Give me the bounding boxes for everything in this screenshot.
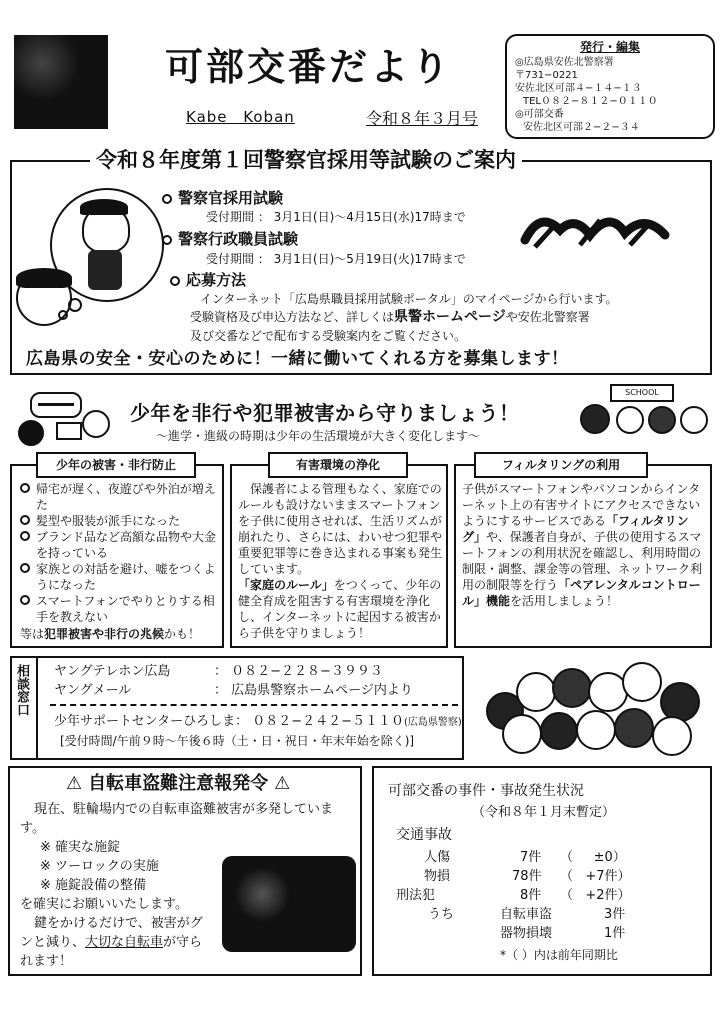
stats-row-label: 刑法犯 xyxy=(396,888,436,903)
col-youth-prevention-heading: 少年の被害・非行防止 xyxy=(36,452,196,478)
exam2-title: 警察行政職員試験 xyxy=(162,229,298,249)
stats-sub-label: うち xyxy=(428,907,455,922)
list-item: 家族との対話を避け、嘘をつくようになった xyxy=(20,561,218,593)
stats-row-value: 7件 xyxy=(520,850,542,865)
logo-image xyxy=(14,35,108,129)
stats-footnote: *（ ）内は前年同期比 xyxy=(500,948,618,962)
recruit-banner: 広島県の安全・安心のために！一緒に働いてくれる方を募集します！ xyxy=(26,349,569,369)
koban-address: 安佐北区可部２−２−３４ xyxy=(523,121,640,133)
stats-row-diff: （ +7件） xyxy=(560,869,631,884)
list-item: 髪型や服装が派手になった xyxy=(20,513,218,529)
youth-subtitle: 〜進学・進級の時期は少年の生活環境が大きく変化します〜 xyxy=(156,429,481,443)
bicycle-title: ⚠ 自転車盗難注意報発令 ⚠ xyxy=(66,773,291,794)
apply-title: 応募方法 xyxy=(170,270,246,290)
consult-r1-name: ヤングテレホン広島 xyxy=(54,664,171,679)
koban-name: ◎可部交番 xyxy=(515,108,564,120)
publisher-address: 安佐北区可部４−１４−１３ xyxy=(515,82,642,94)
stats-row-value: 78件 xyxy=(512,869,542,884)
recruit-title: 令和８年度第１回警察官採用等試験のご案内 xyxy=(90,146,522,174)
stats-row-label: 人傷 xyxy=(424,850,451,865)
exam1-period: 受付期間 ： 3月1日(日)〜4月15日(水)17時まで xyxy=(206,210,466,224)
warning-icon: ⚠ xyxy=(66,773,83,794)
publisher-org: ◎広島県安佐北警察署 xyxy=(515,56,614,68)
warning-icon: ⚠ xyxy=(274,773,291,794)
bubble-dot-1 xyxy=(68,298,82,312)
col-youth-prevention-list xyxy=(20,481,218,642)
person-icon xyxy=(516,672,556,712)
consult-r3: 少年サポートセンターひろしま： ０８２−２４２−５１１０(広島県警察) xyxy=(54,714,462,729)
bicycle-item-1: ※ 確実な施錠 xyxy=(40,840,121,855)
col-filtering-body: 子供がスマートフォンやパソコンからインターネット上の有害サイトにアクセスできないようにするサービスである「フィルタリング」や、保護者自身が、子供の使用するスマートフォンの利用状況を確認し、利用時間の制限・調整、課金等の管理、ネットワーク利用の制限等を行う「ペアレンタルコントロール」機能を活用しましょう！ xyxy=(462,482,703,608)
recruit-mascot-logo xyxy=(520,205,670,255)
col-harmful-env-heading: 有害環境の浄化 xyxy=(268,452,408,478)
stats-row-label: 物損 xyxy=(424,869,451,884)
publisher-box xyxy=(505,34,715,139)
person-icon xyxy=(540,712,578,750)
stats-sub-row-value: 3件 xyxy=(604,907,626,922)
bicycle-item-2: ※ ツーロックの実施 xyxy=(40,859,159,874)
exam2-period: 受付期間 ： 3月1日(日)〜5月19日(火)17時まで xyxy=(206,252,466,266)
bicycle-intro: 現在、駐輪場内での自転車盗難被害が多発しています。 xyxy=(20,802,334,836)
bicycle-closing: 鍵をかけるだけで、被害がグンと減り、大切な自転車が守られます！ xyxy=(20,916,203,969)
crowd-illustration xyxy=(482,658,714,762)
person-icon xyxy=(502,714,542,754)
publisher-tel: TEL０８２−８１２−０１１０ xyxy=(523,95,658,107)
stats-row-diff: （ +2件） xyxy=(560,888,631,903)
issue-label: 令和８年３月号 xyxy=(366,109,479,128)
list-item: 帰宅が遅く、夜遊びや外泊が増えた xyxy=(20,481,218,513)
list-item: ブランド品など高額な品物や大金を持っている xyxy=(20,529,218,561)
person-icon xyxy=(622,662,662,702)
bicycle-item-3: ※ 施錠設備の整備 xyxy=(40,878,147,893)
col-filtering-heading: フィルタリングの利用 xyxy=(474,452,648,478)
consult-divider xyxy=(50,704,458,706)
consult-r1-value: ： ０８２−２２８−３９９３ xyxy=(214,664,383,679)
stats-sub-row-value: 1件 xyxy=(604,926,626,941)
consult-r4: [受付時間/午前９時〜午後６時（土・日・祝日・年末年始を除く)] xyxy=(60,734,415,748)
youth-right-illustration xyxy=(580,384,710,444)
youth-left-illustration xyxy=(16,392,116,448)
bicycle-photo xyxy=(222,856,356,952)
apply-line1: インターネット「広島県職員採用試験ポータル」のマイページから行います。 xyxy=(200,292,618,306)
person-icon xyxy=(614,708,654,748)
publisher-zip: 〒731−0221 xyxy=(515,69,578,81)
consult-r2-name: ヤングメール xyxy=(54,683,132,698)
page-title: 可部交番だより xyxy=(165,44,453,89)
stats-title: 可部交番の事件・事故発生状況 xyxy=(388,783,584,799)
stats-row-diff: （ ±0） xyxy=(560,850,626,865)
apply-line3: 及び交番などで配布する受験案内をご覧ください。 xyxy=(190,329,467,343)
person-icon xyxy=(576,710,616,750)
police-body-icon xyxy=(88,250,122,290)
youth-title: 少年を非行や犯罪被害から守りましょう！ xyxy=(130,401,520,425)
list-item: スマートフォンでやりとりする相手を教えない xyxy=(20,593,218,625)
consult-label: 相談窓口 xyxy=(14,664,29,716)
stats-traffic-heading: 交通事故 xyxy=(396,827,452,843)
bicycle-request: を確実にお願いいたします。 xyxy=(20,897,188,912)
school-sign: SCHOOL xyxy=(610,384,674,402)
consult-r2-value: ： 広島県警察ホームページ内より xyxy=(214,683,413,698)
col1-footer: 等は犯罪被害や非行の兆候かも！ xyxy=(20,627,201,641)
col-harmful-env-body: 保護者による管理もなく、家庭でのルールも設けないままスマートフォンを子供に使用させれば、生活リズムが崩れたり、さらには、わいせつ犯罪や重要犯罪等に巻き込まれる事案も発生しています。 「家庭のルール」をつくって、少年の健全育成を阻害する有害環境を浄化し、インターネットに起因する被害から子供を守りましょう！ xyxy=(238,482,443,640)
stats-period: （令和８年１月末暫定） xyxy=(472,805,616,820)
romaji-title: Kabe Koban xyxy=(186,108,295,126)
exam1-title: 警察官採用試験 xyxy=(162,188,283,208)
police-officer-icon xyxy=(82,205,130,253)
stats-sub-row-label: 器物損壊 xyxy=(500,926,553,941)
person-icon xyxy=(552,668,592,708)
publisher-heading: 発行・編集 xyxy=(579,40,640,54)
bubble-dot-2 xyxy=(58,310,68,320)
apply-line2: 受験資格及び申込方法など、詳しくは県警ホームページや安佐北警察署 xyxy=(190,309,590,325)
stats-sub-row-label: 自転車盗 xyxy=(500,907,553,922)
person-icon xyxy=(652,716,692,756)
stats-row-value: 8件 xyxy=(520,888,542,903)
